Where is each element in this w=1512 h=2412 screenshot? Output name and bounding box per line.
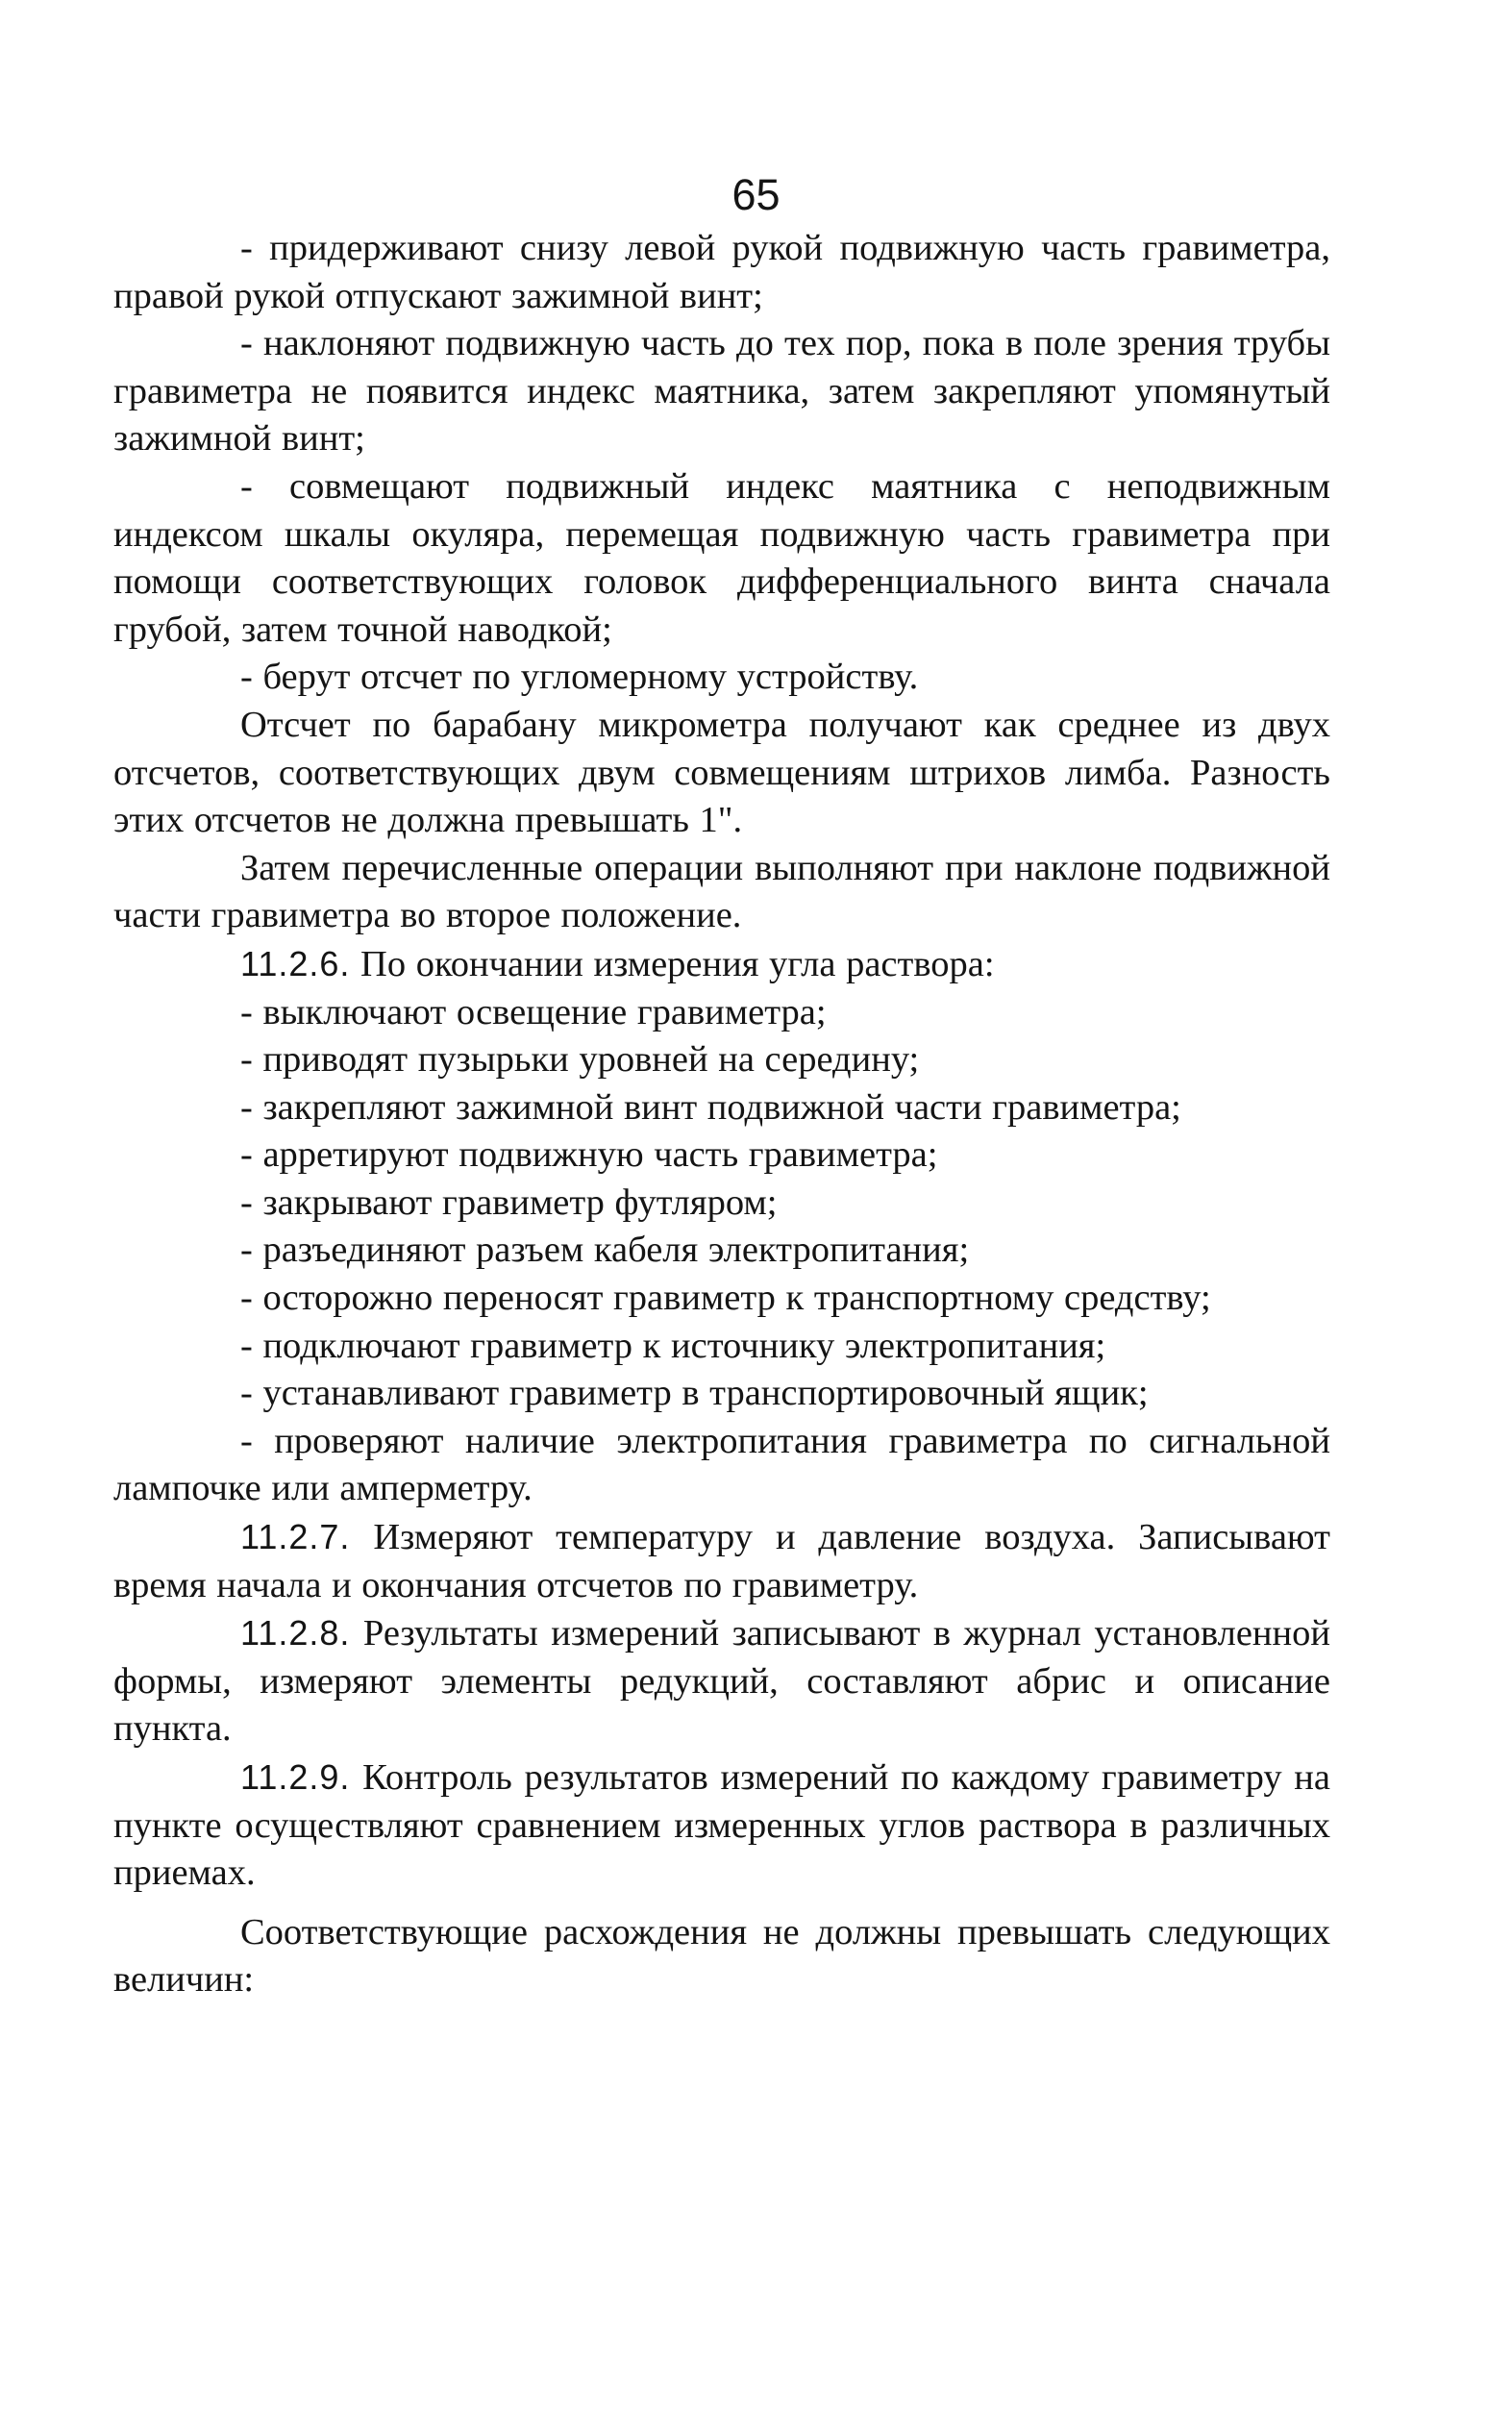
list-item: - берут отсчет по угломерному устройству. xyxy=(240,657,919,698)
list-item: - устанавливают гравиметр в транспортировочный ящик; xyxy=(240,1373,1149,1414)
list-item: - совмещают подвижный индекс маятника с неподвижным индексом шкалы окуляра, перемещая подвижную часть гравиметра при помощи соответствующих головок дифференциального винта сначала грубой, затем точной наводкой; xyxy=(113,465,1330,650)
clause-number: 11.2.7. xyxy=(240,1517,351,1557)
clause-11-2-9 xyxy=(113,1753,1330,1898)
list-item: - осторожно переносят гравиметр к транспортному средству; xyxy=(240,1278,1211,1319)
clause-11-2-8 xyxy=(113,1609,1330,1753)
list-item: - выключают освещение гравиметра; xyxy=(240,991,827,1032)
list-item: - проверяют наличие электропитания гравиметра по сигнальной лампочке или амперметру. xyxy=(113,1420,1330,1509)
list-item: - придерживают снизу левой рукой подвижную часть гравиметра, правой рукой отпускают зажимной винт; xyxy=(113,228,1330,316)
clause-text: По окончании измерения угла раствора: xyxy=(360,943,995,984)
paragraph-repeat: Затем перечисленные операции выполняют при наклоне подвижной части гравиметра во второе положение. xyxy=(113,847,1330,936)
paragraph-micrometer: Отсчет по барабану микрометра получают как среднее из двух отсчетов, соответствующих двум совмещениям штрихов лимба. Разность этих отсчетов не должна превышать 1". xyxy=(113,704,1330,841)
clause-text: Результаты измерений записывают в журнал установленной формы, измеряют элементы редукций, составляют абрис и описание пункта. xyxy=(113,1613,1330,1750)
clause-11-2-6 xyxy=(113,940,1330,989)
list-item: - разъединяют разъем кабеля электропитания; xyxy=(240,1230,970,1271)
page-number: 65 xyxy=(731,170,781,219)
clause-text: Контроль результатов измерений по каждому гравиметру на пункте осуществляют сравнением измеренных углов раствора в различных приемах. xyxy=(113,1757,1331,1894)
clause-text: Измеряют температуру и давление воздуха. Записывают время начала и окончания отсчетов по гравиметру. xyxy=(113,1517,1331,1605)
clause-number: 11.2.9. xyxy=(240,1757,351,1797)
clause-number: 11.2.8. xyxy=(240,1613,351,1654)
paragraph-final: Соответствующие расхождения не должны превышать следующих величин: xyxy=(113,1911,1330,2001)
list-item: - арретируют подвижную часть гравиметра; xyxy=(240,1134,938,1176)
list-item: - наклоняют подвижную часть до тех пор, пока в поле зрения трубы гравиметра не появится индекс маятника, затем закрепляют упомянутый зажимной винт; xyxy=(113,323,1330,460)
clause-11-2-7 xyxy=(113,1513,1330,1609)
list-item: - приводят пузырьки уровней на середину; xyxy=(240,1039,920,1081)
page-body xyxy=(113,225,1330,2004)
list-item: - подключают гравиметр к источнику электропитания; xyxy=(240,1325,1106,1366)
list-item: - закрепляют зажимной винт подвижной части гравиметра; xyxy=(240,1086,1181,1128)
clause-number: 11.2.6. xyxy=(240,943,351,983)
list-item: - закрывают гравиметр футляром; xyxy=(240,1181,778,1223)
